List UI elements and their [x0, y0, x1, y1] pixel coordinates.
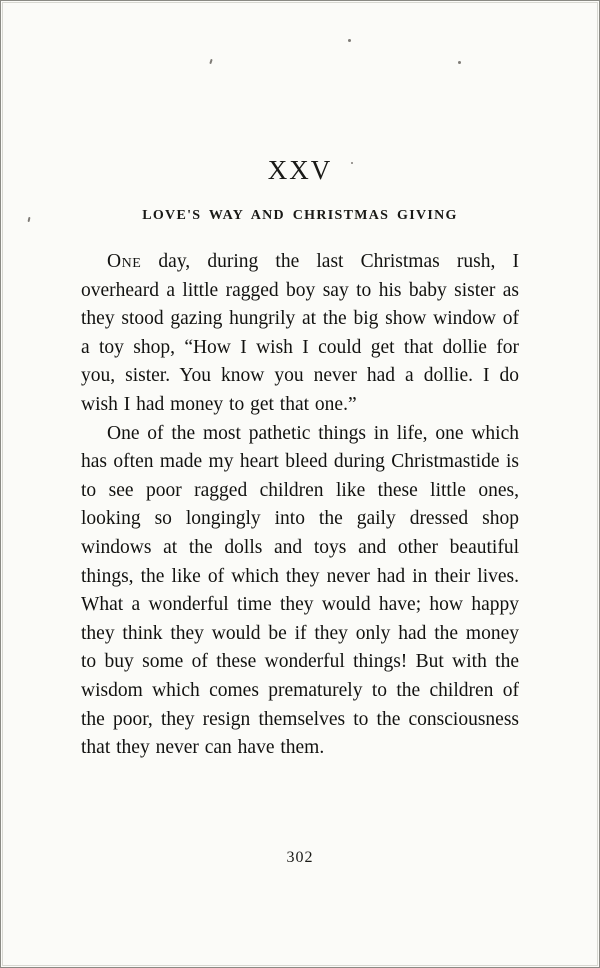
- scan-speck-icon: [348, 39, 351, 42]
- page-number: 302: [286, 849, 314, 866]
- scan-speck-icon: [458, 61, 461, 64]
- scan-speck-icon: [351, 162, 353, 164]
- body-text: [81, 248, 519, 763]
- chapter-title: LOVE'S WAY AND CHRISTMAS GIVING: [142, 208, 458, 223]
- chapter-number: XXV: [267, 155, 333, 185]
- paragraph: [81, 248, 519, 420]
- page-content: [1, 1, 599, 967]
- paragraph: [81, 420, 519, 763]
- paragraph-text: One of the most pathetic things in life, one which has often made my heart bleed during Christmastide is to see poor ragged children like these little ones, looking so longingly into the gaily dressed shop windows at the dolls and toys and other beautiful things, the like of which they never had in their lives. What a wonderful time they would have; how happy they think they would be if they only had the money to buy some of these wonderful things! But with the wisdom which comes prematurely to the children of the poor, they resign themselves to the consciousness that they never can have them.: [81, 422, 519, 759]
- paragraph-lead: One: [107, 251, 142, 272]
- paragraph-text: day, during the last Christmas rush, I overheard a little ragged boy say to his baby sister as they stood gazing hungrily at the big show window of a toy shop, “How I wish I could get that dollie for you, sister. You know you never had a dollie. I do wish I had money to get that one.”: [81, 251, 519, 415]
